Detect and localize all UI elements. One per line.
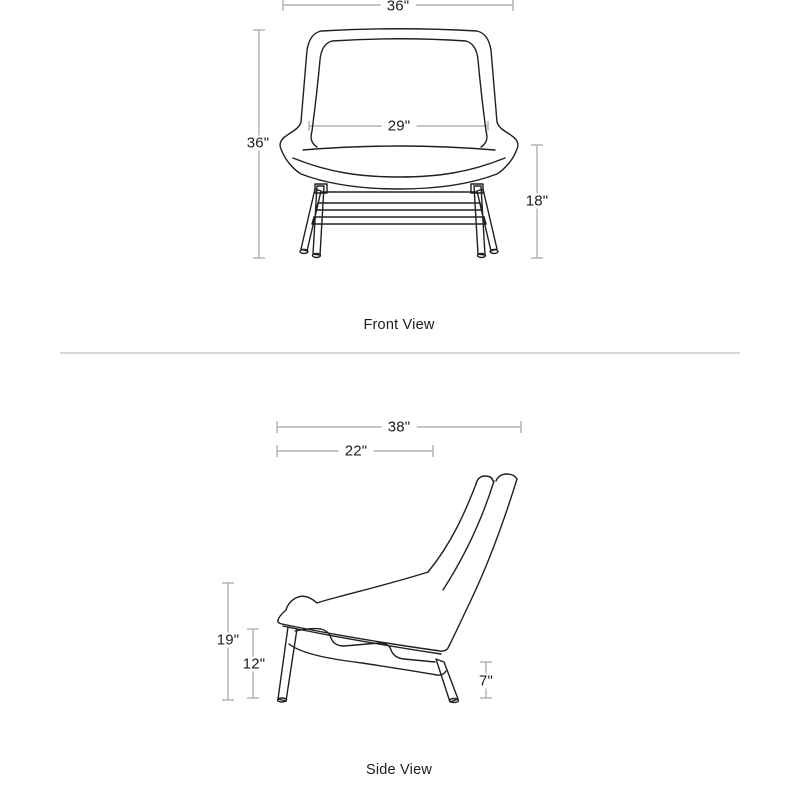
front-chair-stretcher-rails <box>312 192 486 224</box>
dim-side-seat-height-label: 19" <box>211 633 246 648</box>
side-chair-back-middle-edge <box>443 481 494 590</box>
dim-front-overall-height-label: 36" <box>241 136 276 151</box>
side-chair-rear-leg <box>436 659 458 702</box>
front-chair-outer-shell-path <box>280 29 518 189</box>
side-chair-back-cap-rear <box>496 474 517 481</box>
dim-side-frame-height-label: 12" <box>237 657 272 672</box>
dim-side-overall-depth-label: 38" <box>382 420 417 435</box>
front-view-chair-drawing <box>280 29 518 258</box>
side-chair-underside-inner-line <box>283 626 441 654</box>
front-chair-leg-left-outer <box>301 189 321 251</box>
dim-front-base-height-label: 18" <box>520 194 555 209</box>
side-chair-seat-top-path <box>278 572 428 620</box>
dim-front-overall-width-label: 36" <box>381 0 416 14</box>
side-chair-front-leg <box>278 627 297 701</box>
dim-front-seat-width-label: 29" <box>382 119 417 134</box>
front-chair-cushion-path <box>303 146 495 150</box>
front-view-caption: Front View <box>363 316 435 333</box>
side-chair-underside-path <box>278 620 449 651</box>
front-chair-leg-right-outer <box>477 189 497 251</box>
dim-side-seat-depth-label: 22" <box>339 444 374 459</box>
side-view-caption: Side View <box>365 761 433 778</box>
dim-side-rear-leg-height-label: 7" <box>473 674 499 689</box>
side-chair-feet <box>278 698 459 703</box>
side-chair-back-front-edge <box>428 484 476 572</box>
side-chair-frame-upper-path <box>295 629 435 662</box>
front-chair-leg-left-inner <box>313 186 324 255</box>
front-chair-bowl-rim-path <box>293 158 505 177</box>
front-chair-feet <box>300 250 498 258</box>
side-view-chair-drawing <box>278 474 518 703</box>
side-chair-back-cap-front <box>476 476 493 484</box>
